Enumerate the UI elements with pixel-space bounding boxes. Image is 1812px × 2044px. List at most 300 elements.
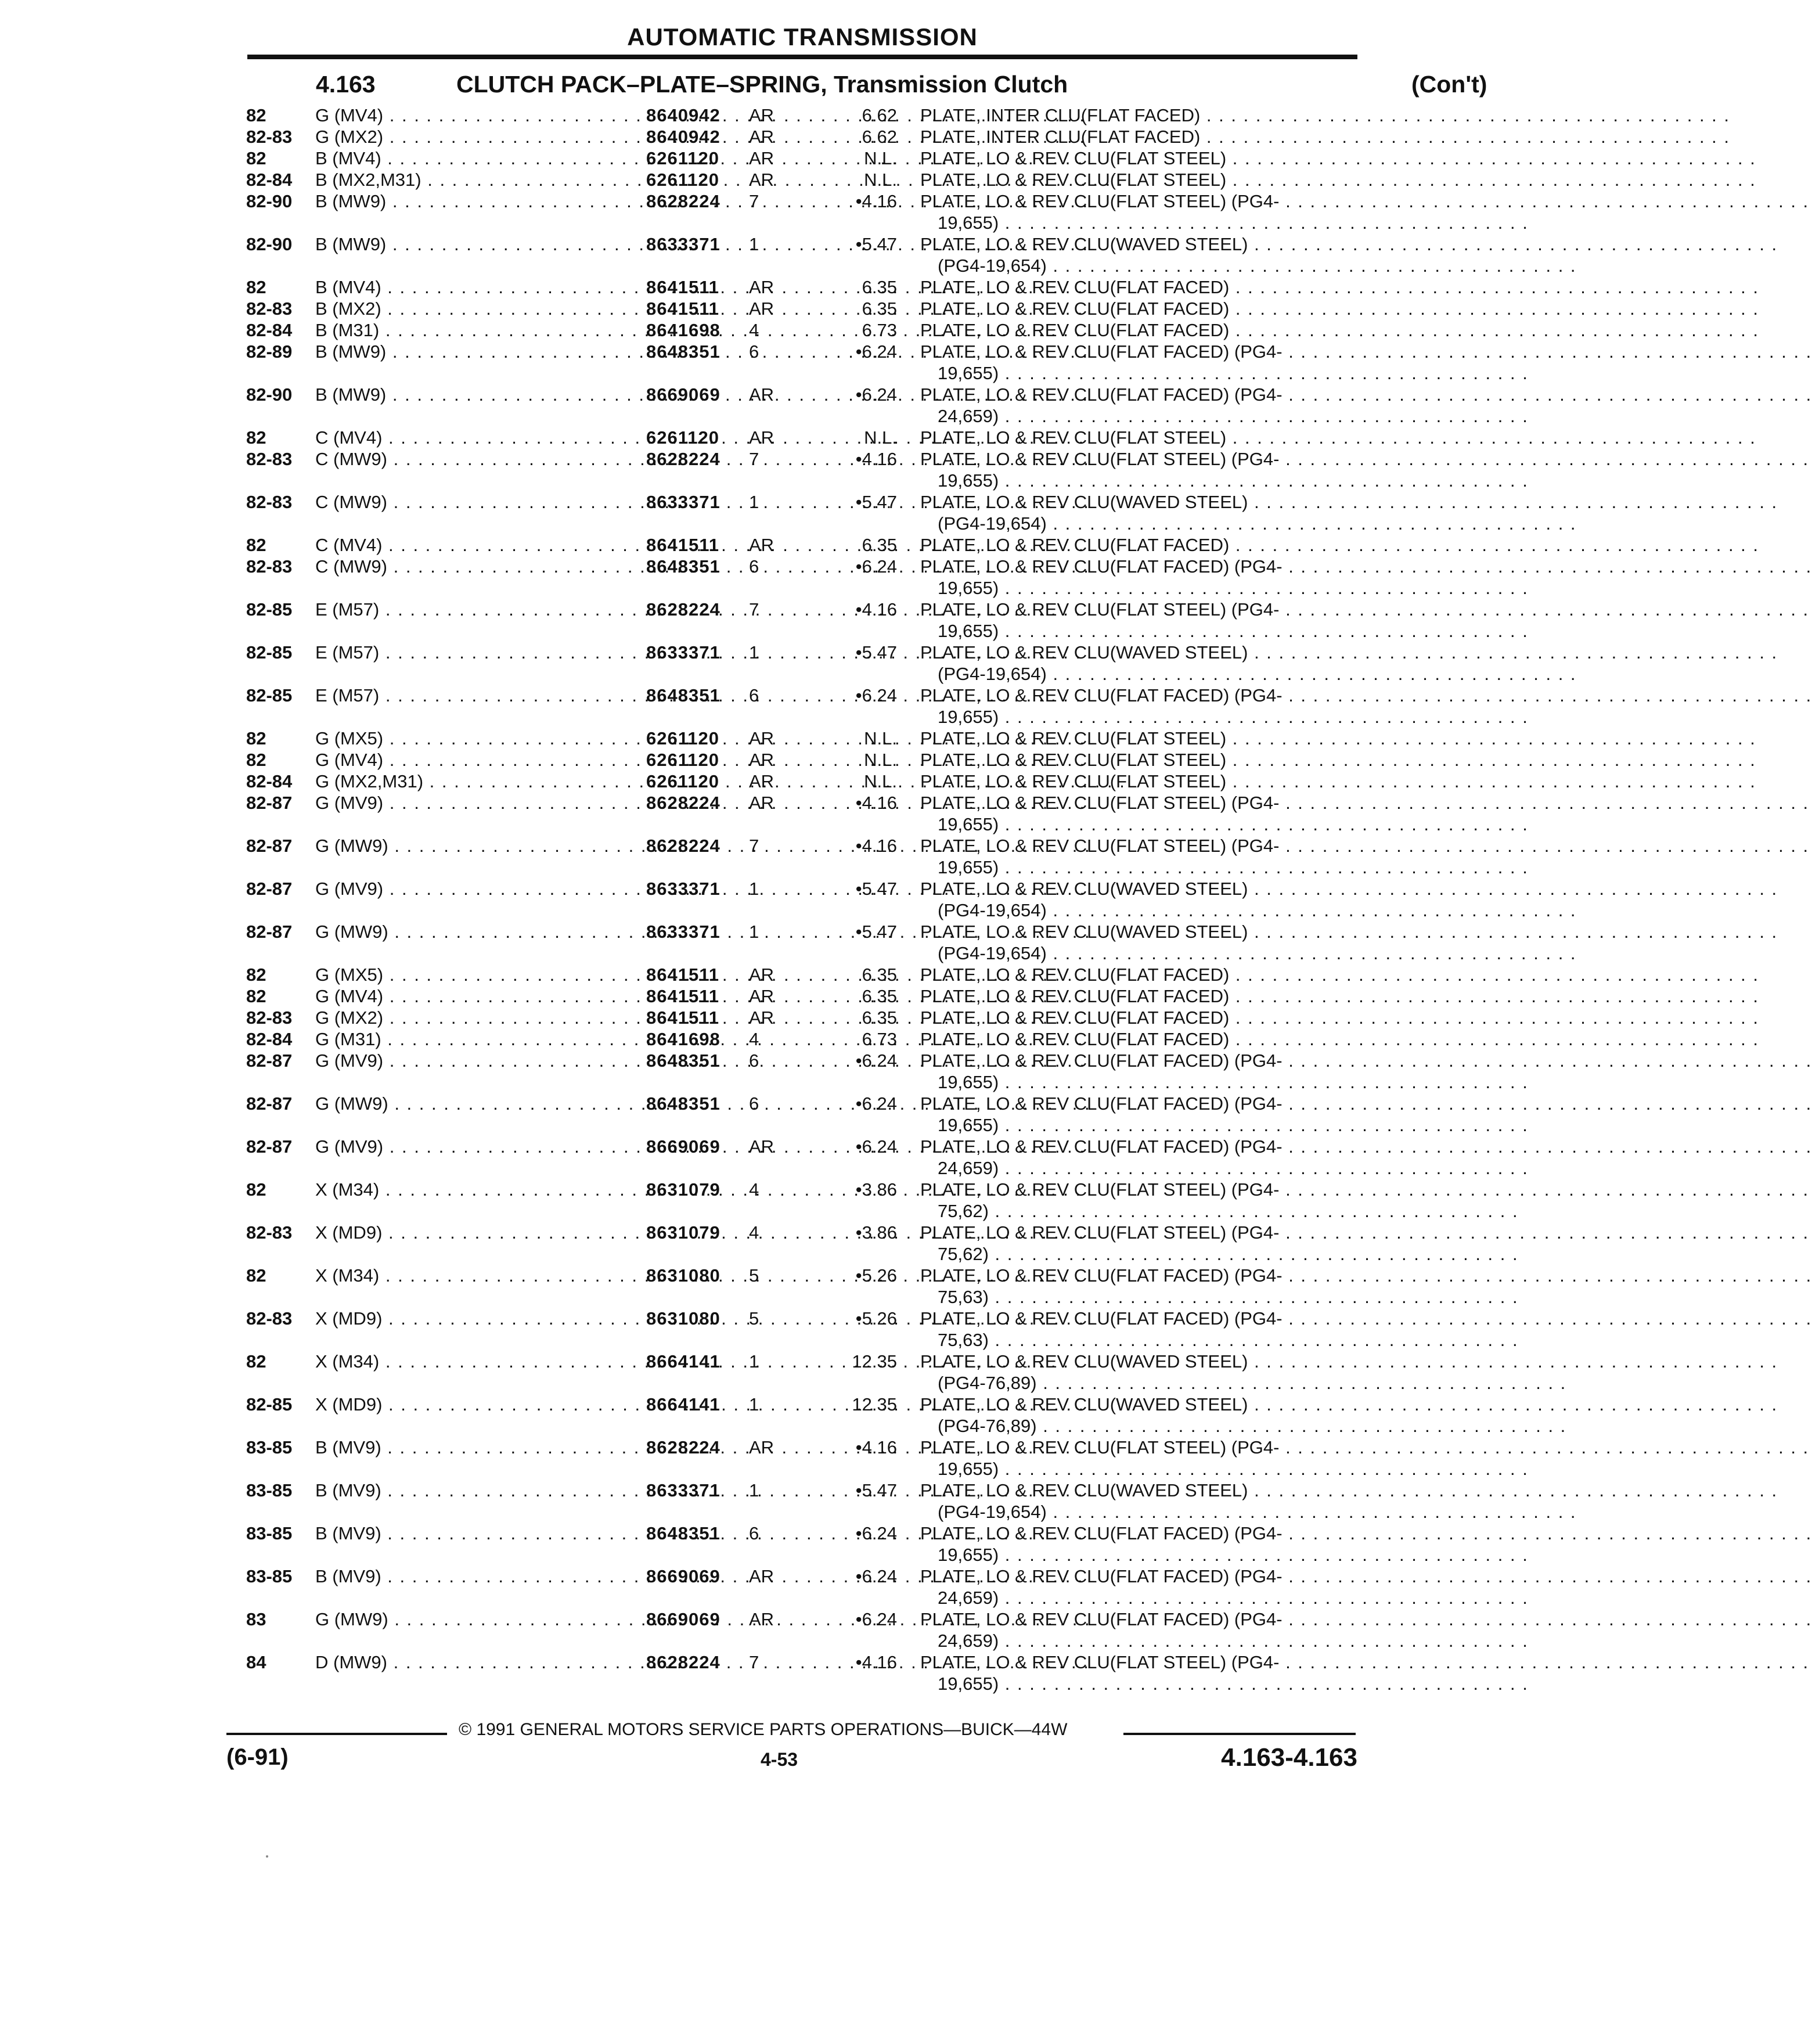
part-row xyxy=(0,534,1468,556)
model-code: G (MV9) . . . xyxy=(315,1136,626,1157)
quantity: 6 xyxy=(749,1050,759,1071)
description-line: 24,659) . . . xyxy=(920,1157,1338,1179)
description-line: PLATE, LO & REV CLU(FLAT STEEL) (PG4- . . . xyxy=(920,792,1338,814)
description-line: PLATE, LO & REV CLU(FLAT STEEL) . . . xyxy=(920,427,1338,448)
quantity: 5 xyxy=(749,1308,759,1329)
description xyxy=(920,964,1338,985)
description xyxy=(920,1351,1338,1394)
description-line: 19,655) . . . xyxy=(920,706,1338,728)
part-number: 8633371 xyxy=(646,642,721,663)
year-range: 82-90 xyxy=(246,191,293,211)
year-range: 82-87 xyxy=(246,1050,293,1071)
year-range: 82-83 xyxy=(246,1007,293,1028)
description-line: PLATE, LO & REV CLU(WAVED STEEL) . . . xyxy=(920,1351,1338,1372)
part-row xyxy=(0,835,1468,878)
year-range: 84 xyxy=(246,1652,266,1672)
year-range: 83 xyxy=(246,1609,266,1629)
part-number: 6261120 xyxy=(646,427,719,448)
description-line: PLATE, LO & REV CLU(FLAT FACED) (PG4- . . . xyxy=(920,1608,1338,1630)
description-line: PLATE, LO & REV CLU(WAVED STEEL) . . . xyxy=(920,233,1338,255)
description xyxy=(920,1028,1338,1050)
description xyxy=(920,1222,1338,1265)
price: •5.47 xyxy=(855,922,897,942)
part-row xyxy=(0,685,1468,728)
model-code: D (MW9) . . . xyxy=(315,1651,626,1673)
year-range: 82-83 xyxy=(246,1308,293,1329)
year-range: 82-83 xyxy=(246,556,293,577)
model-code: X (MD9) . . . xyxy=(315,1308,626,1329)
quantity: AR xyxy=(749,1609,774,1629)
description-line: (PG4-19,654) . . . xyxy=(920,513,1338,534)
part-number: 8628224 xyxy=(646,599,721,620)
year-range: 82-85 xyxy=(246,1394,293,1415)
year-range: 82-87 xyxy=(246,879,293,899)
description-line: PLATE, LO & REV CLU(FLAT FACED) . . . xyxy=(920,1028,1338,1050)
year-range: 82 xyxy=(246,986,266,1006)
description-line: 19,655) . . . xyxy=(920,1673,1338,1694)
description-line: PLATE, LO & REV CLU(FLAT FACED) (PG4- . . . xyxy=(920,1265,1338,1286)
year-range: 82 xyxy=(246,1179,266,1200)
quantity: 7 xyxy=(749,836,759,856)
quantity: AR xyxy=(749,793,774,813)
part-row xyxy=(0,341,1468,384)
footer-rule-right xyxy=(1123,1733,1356,1735)
continued-label: (Con't) xyxy=(1411,71,1487,98)
description xyxy=(920,642,1338,685)
price: •6.24 xyxy=(855,384,897,405)
price: N.L. xyxy=(864,148,897,168)
description-line: PLATE, LO & REV CLU(FLAT STEEL) . . . xyxy=(920,749,1338,771)
model-code: B (MW9) . . . xyxy=(315,384,626,405)
year-range: 82-84 xyxy=(246,771,293,791)
description-line: PLATE, LO & REV CLU(FLAT STEEL) (PG4- . . . xyxy=(920,190,1338,212)
price: •5.26 xyxy=(855,1265,897,1286)
part-number: 8628224 xyxy=(646,191,721,211)
description xyxy=(920,1437,1338,1480)
part-row xyxy=(0,105,1468,126)
part-number: 6261120 xyxy=(646,771,719,791)
price: •5.47 xyxy=(855,234,897,254)
quantity: 6 xyxy=(749,1523,759,1543)
description-line: PLATE, LO & REV CLU(FLAT FACED) . . . xyxy=(920,319,1338,341)
page-title: AUTOMATIC TRANSMISSION xyxy=(627,23,978,51)
description xyxy=(920,1651,1338,1694)
description-line: PLATE, LO & REV CLU(FLAT FACED) (PG4- . . . xyxy=(920,556,1338,577)
model-code: E (M57) . . . xyxy=(315,642,626,663)
description xyxy=(920,1136,1338,1179)
description-line: PLATE, LO & REV CLU(FLAT STEEL) . . . xyxy=(920,147,1338,169)
part-row xyxy=(0,1050,1468,1093)
quantity: AR xyxy=(749,986,774,1006)
description-line: PLATE, LO & REV CLU(FLAT STEEL) (PG4- . . . xyxy=(920,1651,1338,1673)
description-line: PLATE, LO & REV CLU(FLAT STEEL) (PG4- . . . xyxy=(920,1179,1338,1200)
price: •5.26 xyxy=(855,1308,897,1329)
description-line: PLATE, LO & REV CLU(FLAT FACED) . . . xyxy=(920,964,1338,985)
year-range: 82 xyxy=(246,1265,266,1286)
part-number: 8648351 xyxy=(646,1050,721,1071)
part-row xyxy=(0,728,1468,749)
quantity: AR xyxy=(749,170,774,190)
description xyxy=(920,491,1338,534)
description-line: PLATE, LO & REV CLU(FLAT FACED) . . . xyxy=(920,985,1338,1007)
description-line: 19,655) . . . xyxy=(920,470,1338,491)
description xyxy=(920,1308,1338,1351)
quantity: 1 xyxy=(749,234,759,254)
price: 6.73 xyxy=(862,1029,897,1049)
description-line: 19,655) . . . xyxy=(920,814,1338,835)
model-code: X (MD9) . . . xyxy=(315,1222,626,1243)
model-code: G (MX2) . . . xyxy=(315,126,626,147)
description-line: (PG4-19,654) . . . xyxy=(920,942,1338,964)
quantity: AR xyxy=(749,105,774,125)
part-row xyxy=(0,427,1468,448)
footer-section-range: 4.163-4.163 xyxy=(1221,1743,1357,1772)
model-code: G (MX2,M31) . . . xyxy=(315,771,626,792)
quantity: 7 xyxy=(749,449,759,469)
part-number: 8648351 xyxy=(646,341,721,362)
description-line: PLATE, LO & REV CLU(WAVED STEEL) . . . xyxy=(920,642,1338,663)
price: •5.47 xyxy=(855,1480,897,1500)
quantity: AR xyxy=(749,127,774,147)
quantity: 1 xyxy=(749,922,759,942)
part-number: 6261120 xyxy=(646,750,719,770)
model-code: G (MV4) . . . xyxy=(315,749,626,771)
quantity: 1 xyxy=(749,1351,759,1372)
description-line: 19,655) . . . xyxy=(920,1458,1338,1480)
model-code: X (M34) . . . xyxy=(315,1265,626,1286)
price: •4.16 xyxy=(855,1437,897,1458)
price: •4.16 xyxy=(855,599,897,620)
price: •4.16 xyxy=(855,191,897,211)
model-code: B (M31) . . . xyxy=(315,319,626,341)
description-line: PLATE, LO & REV CLU(WAVED STEEL) . . . xyxy=(920,491,1338,513)
description-line: PLATE, LO & REV CLU(FLAT FACED) (PG4- . . . xyxy=(920,1136,1338,1157)
quantity: 4 xyxy=(749,1029,759,1049)
part-row xyxy=(0,276,1468,298)
year-range: 82-84 xyxy=(246,1029,293,1049)
part-number: 8628224 xyxy=(646,449,721,469)
quantity: 4 xyxy=(749,320,759,340)
model-code: C (MW9) . . . xyxy=(315,448,626,470)
quantity: 6 xyxy=(749,556,759,577)
part-number: 8631080 xyxy=(646,1265,721,1286)
part-number: 8648351 xyxy=(646,556,721,577)
description-line: PLATE, LO & REV CLU(WAVED STEEL) . . . xyxy=(920,921,1338,942)
parts-list xyxy=(0,105,1468,1694)
year-range: 82 xyxy=(246,105,266,125)
price: •6.24 xyxy=(855,1050,897,1071)
part-number: 8641698 xyxy=(646,1029,721,1049)
part-number: 8633371 xyxy=(646,492,721,512)
part-row xyxy=(0,642,1468,685)
section-number: 4.163 xyxy=(316,71,376,98)
year-range: 82 xyxy=(246,965,266,985)
description xyxy=(920,1179,1338,1222)
description xyxy=(920,878,1338,921)
price: •5.47 xyxy=(855,492,897,512)
model-code: G (MW9) . . . xyxy=(315,835,626,857)
description xyxy=(920,1480,1338,1523)
year-range: 82 xyxy=(246,1351,266,1372)
description-line: PLATE, LO & REV CLU(FLAT FACED) . . . xyxy=(920,1007,1338,1028)
description xyxy=(920,749,1338,771)
description xyxy=(920,599,1338,642)
description xyxy=(920,1608,1338,1651)
price: 6.35 xyxy=(862,277,897,297)
price: N.L. xyxy=(864,427,897,448)
description xyxy=(920,728,1338,749)
price: 6.62 xyxy=(862,105,897,125)
quantity: AR xyxy=(749,535,774,555)
model-code: B (MV9) . . . xyxy=(315,1523,626,1544)
description xyxy=(920,685,1338,728)
year-range: 82-87 xyxy=(246,1136,293,1157)
description xyxy=(920,556,1338,599)
model-code: G (MX5) . . . xyxy=(315,728,626,749)
part-number: 8641511 xyxy=(646,986,719,1006)
part-number: 8631080 xyxy=(646,1308,721,1329)
description-line: 75,62) . . . xyxy=(920,1243,1338,1265)
year-range: 82 xyxy=(246,750,266,770)
description xyxy=(920,319,1338,341)
price: 6.62 xyxy=(862,127,897,147)
part-number: 8669069 xyxy=(646,1566,721,1586)
part-number: 8633371 xyxy=(646,234,721,254)
description xyxy=(920,126,1338,147)
price: •4.16 xyxy=(855,793,897,813)
description xyxy=(920,105,1338,126)
quantity: AR xyxy=(749,1437,774,1458)
year-range: 82-87 xyxy=(246,793,293,813)
part-row xyxy=(0,1566,1468,1608)
section-heading xyxy=(247,71,1487,103)
description-line: PLATE, LO & REV CLU(WAVED STEEL) . . . xyxy=(920,878,1338,899)
description xyxy=(920,448,1338,491)
year-range: 82-84 xyxy=(246,170,293,190)
description-line: PLATE, LO & REV CLU(FLAT STEEL) (PG4- . . . xyxy=(920,599,1338,620)
quantity: 1 xyxy=(749,492,759,512)
price: 6.35 xyxy=(862,298,897,319)
part-row xyxy=(0,169,1468,190)
year-range: 82-83 xyxy=(246,1222,293,1243)
description-line: PLATE, LO & REV CLU(FLAT FACED) (PG4- . . . xyxy=(920,384,1338,405)
description xyxy=(920,985,1338,1007)
part-row xyxy=(0,1608,1468,1651)
header-rule xyxy=(247,55,1357,59)
quantity: 1 xyxy=(749,1394,759,1415)
part-row xyxy=(0,126,1468,147)
quantity: AR xyxy=(749,771,774,791)
model-code: G (MV9) . . . xyxy=(315,1050,626,1071)
description xyxy=(920,190,1338,233)
part-row xyxy=(0,985,1468,1007)
section-title: CLUTCH PACK–PLATE–SPRING, Transmission Clutch xyxy=(456,71,1068,98)
year-range: 82 xyxy=(246,728,266,748)
description-line: 24,659) . . . xyxy=(920,1630,1338,1651)
model-code: B (MW9) . . . xyxy=(315,341,626,362)
model-code: G (MV4) . . . xyxy=(315,105,626,126)
description xyxy=(920,835,1338,878)
description xyxy=(920,1265,1338,1308)
price: •6.24 xyxy=(855,1093,897,1114)
model-code: B (MX2) . . . xyxy=(315,298,626,319)
page-footer xyxy=(226,1720,1357,1772)
model-code: G (MV9) . . . xyxy=(315,792,626,814)
year-range: 82 xyxy=(246,427,266,448)
model-code: B (MW9) . . . xyxy=(315,233,626,255)
part-row xyxy=(0,599,1468,642)
quantity: AR xyxy=(749,1566,774,1586)
price: •6.24 xyxy=(855,1609,897,1629)
part-row xyxy=(0,491,1468,534)
footer-rule-left xyxy=(226,1733,447,1735)
description xyxy=(920,384,1338,427)
part-row xyxy=(0,1265,1468,1308)
price: •3.86 xyxy=(855,1179,897,1200)
description xyxy=(920,276,1338,298)
part-number: 8641698 xyxy=(646,320,721,340)
footer-page-number: 4-53 xyxy=(761,1749,798,1770)
year-range: 83-85 xyxy=(246,1566,293,1586)
part-number: 8631079 xyxy=(646,1222,721,1243)
quantity: 6 xyxy=(749,685,759,706)
year-range: 82-83 xyxy=(246,449,293,469)
description xyxy=(920,1394,1338,1437)
description xyxy=(920,298,1338,319)
description-line: PLATE, LO & REV CLU(FLAT STEEL) (PG4- . . . xyxy=(920,448,1338,470)
price: •4.16 xyxy=(855,836,897,856)
model-code: C (MV4) . . . xyxy=(315,427,626,448)
part-number: 8631079 xyxy=(646,1179,721,1200)
part-number: 8669069 xyxy=(646,1136,721,1157)
year-range: 82-83 xyxy=(246,492,293,512)
part-number: 8648351 xyxy=(646,1523,721,1543)
quantity: 5 xyxy=(749,1265,759,1286)
year-range: 82-85 xyxy=(246,642,293,663)
quantity: AR xyxy=(749,277,774,297)
part-row xyxy=(0,448,1468,491)
model-code: G (MW9) . . . xyxy=(315,1608,626,1630)
quantity: AR xyxy=(749,384,774,405)
part-row xyxy=(0,1136,1468,1179)
price: 6.73 xyxy=(862,320,897,340)
description-line: 19,655) . . . xyxy=(920,1114,1338,1136)
description-line: (PG4-19,654) . . . xyxy=(920,255,1338,276)
model-code: B (MX2,M31) . . . xyxy=(315,169,626,190)
model-code: X (M34) . . . xyxy=(315,1351,626,1372)
description-line: 19,655) . . . xyxy=(920,577,1338,599)
part-number: 8633371 xyxy=(646,879,721,899)
model-code: B (MV4) . . . xyxy=(315,276,626,298)
part-number: 8669069 xyxy=(646,384,721,405)
model-code: G (MX2) . . . xyxy=(315,1007,626,1028)
model-code: G (M31) . . . xyxy=(315,1028,626,1050)
price: •4.16 xyxy=(855,449,897,469)
quantity: 6 xyxy=(749,341,759,362)
year-range: 83-85 xyxy=(246,1523,293,1543)
part-number: 8641511 xyxy=(646,277,719,297)
description-line: PLATE, LO & REV CLU(FLAT STEEL) (PG4- . . . xyxy=(920,835,1338,857)
part-row xyxy=(0,1523,1468,1566)
footer-date-code: (6-91) xyxy=(226,1744,289,1770)
model-code: E (M57) . . . xyxy=(315,685,626,706)
price: •6.24 xyxy=(855,1566,897,1586)
part-row xyxy=(0,1480,1468,1523)
price: N.L. xyxy=(864,170,897,190)
description-line: PLATE, INTER CLU(FLAT FACED) . . . xyxy=(920,126,1338,147)
part-row xyxy=(0,1308,1468,1351)
price: •4.16 xyxy=(855,1652,897,1672)
year-range: 82 xyxy=(246,277,266,297)
model-code: C (MW9) . . . xyxy=(315,556,626,577)
description xyxy=(920,1566,1338,1608)
price: N.L. xyxy=(864,728,897,748)
price: 6.35 xyxy=(862,535,897,555)
quantity: 7 xyxy=(749,191,759,211)
description xyxy=(920,341,1338,384)
part-number: 8628224 xyxy=(646,836,721,856)
quantity: AR xyxy=(749,965,774,985)
price: 12.35 xyxy=(852,1394,897,1415)
year-range: 82-90 xyxy=(246,234,293,254)
description-line: PLATE, INTER CLU(FLAT FACED) . . . xyxy=(920,105,1338,126)
price: N.L. xyxy=(864,771,897,791)
part-number: 8628224 xyxy=(646,793,721,813)
part-row xyxy=(0,1437,1468,1480)
description xyxy=(920,233,1338,276)
part-row xyxy=(0,1351,1468,1394)
part-number: 8633371 xyxy=(646,1480,721,1500)
description xyxy=(920,169,1338,190)
description-line: 19,655) . . . xyxy=(920,212,1338,233)
part-number: 8640942 xyxy=(646,127,721,147)
year-range: 82-90 xyxy=(246,384,293,405)
description-line: PLATE, LO & REV CLU(FLAT FACED) (PG4- . . . xyxy=(920,1308,1338,1329)
description xyxy=(920,147,1338,169)
part-row xyxy=(0,1028,1468,1050)
quantity: 1 xyxy=(749,642,759,663)
description-line: PLATE, LO & REV CLU(FLAT STEEL) (PG4- . . . xyxy=(920,1437,1338,1458)
price: •6.24 xyxy=(855,685,897,706)
part-row xyxy=(0,1651,1468,1694)
price: 6.35 xyxy=(862,1007,897,1028)
description-line: (PG4-19,654) . . . xyxy=(920,1501,1338,1523)
price: •5.47 xyxy=(855,879,897,899)
part-row xyxy=(0,233,1468,276)
model-code: B (MV9) . . . xyxy=(315,1480,626,1501)
description-line: PLATE, LO & REV CLU(FLAT STEEL) . . . xyxy=(920,169,1338,190)
part-number: 8641511 xyxy=(646,298,719,319)
part-row xyxy=(0,792,1468,835)
year-range: 82-83 xyxy=(246,298,293,319)
part-number: 8641511 xyxy=(646,965,719,985)
quantity: AR xyxy=(749,427,774,448)
part-row xyxy=(0,1179,1468,1222)
quantity: AR xyxy=(749,1007,774,1028)
part-row xyxy=(0,319,1468,341)
price: 6.35 xyxy=(862,965,897,985)
part-row xyxy=(0,1394,1468,1437)
price: •3.86 xyxy=(855,1222,897,1243)
description-line: 24,659) . . . xyxy=(920,1587,1338,1608)
part-row xyxy=(0,556,1468,599)
description-line: 19,655) . . . xyxy=(920,620,1338,642)
quantity: AR xyxy=(749,1136,774,1157)
description-line: 75,63) . . . xyxy=(920,1286,1338,1308)
part-number: 8641511 xyxy=(646,1007,719,1028)
quantity: 4 xyxy=(749,1179,759,1200)
model-code: G (MW9) . . . xyxy=(315,921,626,942)
